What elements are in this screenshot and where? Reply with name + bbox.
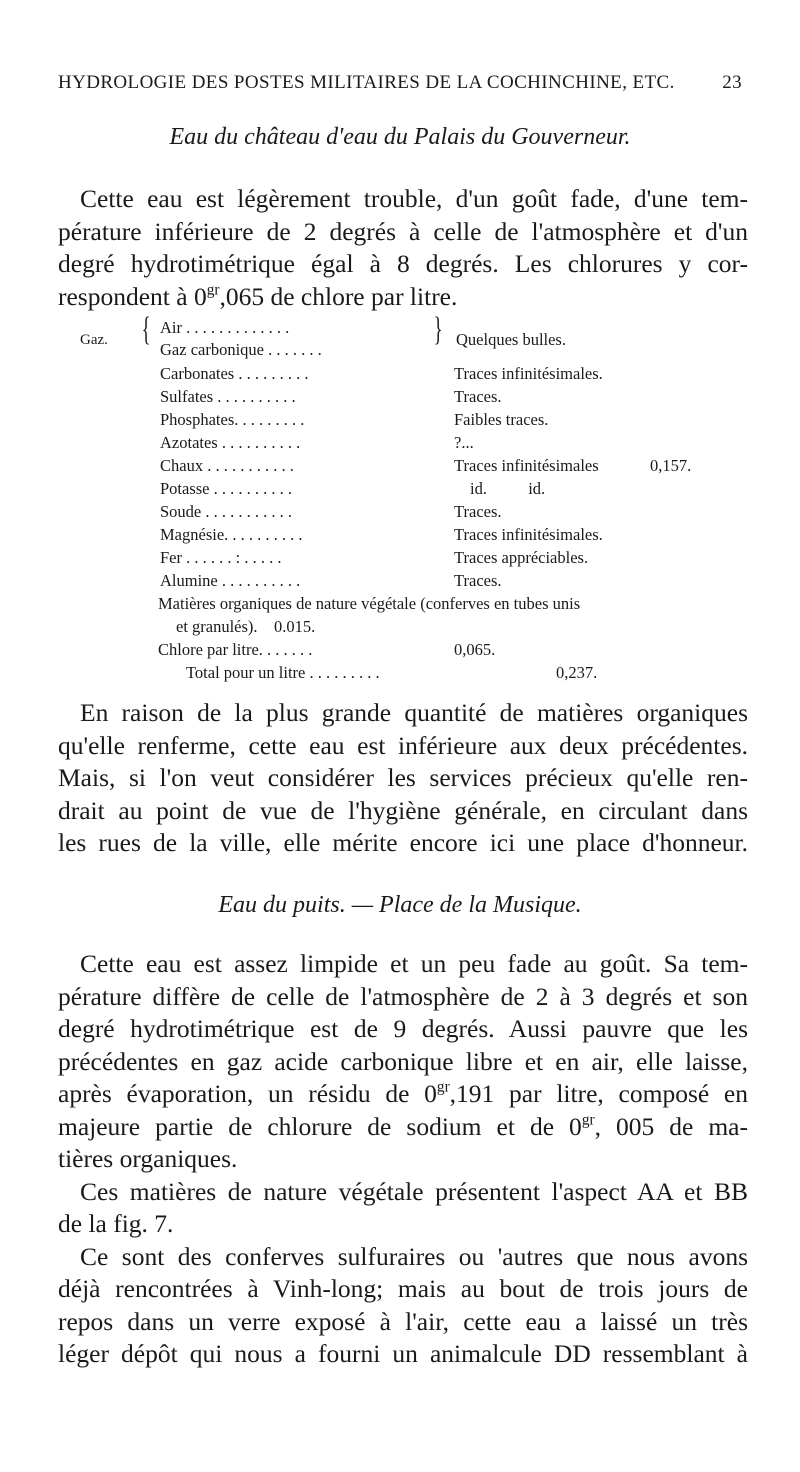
- organic-matter-value: et granulés). 0.015.: [176, 617, 316, 636]
- organic-matter-line: Matières organiques de nature végétale (conferves en tubes unis: [158, 594, 581, 613]
- row-label: Magnésie. . . . . . . . . .: [160, 525, 303, 544]
- table-row: [58, 364, 748, 388]
- left-brace: {: [141, 311, 151, 348]
- text-line: drait au point de vue de l'hygiène générale, en circulant dans: [58, 795, 748, 825]
- text-line: Cette eau est légèrement trouble, d'un goût fade, d'une tem-: [80, 184, 748, 213]
- page-header: [58, 72, 742, 102]
- table-row: [58, 456, 748, 480]
- puits-paragraph: [58, 948, 748, 1371]
- row-label: Carbonates . . . . . . . . .: [160, 364, 309, 383]
- text-line: [58, 281, 748, 314]
- row-value: Faibles traces.: [454, 410, 549, 429]
- table-row: [58, 479, 748, 503]
- text-fragment: ,191 par litre, composé en: [449, 1079, 748, 1108]
- row-label: Air . . . . . . . . . . . . .: [160, 318, 290, 337]
- text-fragment: respondent à 0: [58, 281, 207, 311]
- text-line: degré hydrotimétrique est de 9 degrés. Aussi pauvre que les: [58, 1014, 748, 1043]
- row-value: Traces.: [454, 571, 502, 590]
- total-label: Total pour un litre . . . . . . . . .: [186, 663, 380, 682]
- text-line: déjà rencontrées à Vinh-long; mais au bout de trois jours de: [58, 1274, 748, 1303]
- row-value: Traces infinitésimales.: [454, 364, 603, 383]
- conclusion-paragraph: [58, 697, 748, 860]
- table-row: [58, 548, 748, 572]
- row-value: Traces appréciables.: [454, 548, 589, 567]
- text-line: [58, 1111, 748, 1144]
- text-line: pérature diffère de celle de l'atmosphère de 2 à 3 degrés et son: [58, 981, 748, 1011]
- table-row: [58, 387, 748, 411]
- row-label: Fer . . . . . . : . . . . .: [160, 548, 282, 567]
- row-value: Traces.: [454, 502, 502, 521]
- row-value: Traces infinitésimales: [454, 456, 599, 475]
- text-fragment: ,065 de chlore par litre.: [219, 281, 458, 311]
- text-line: En raison de la plus grande quantité de matières organiques: [80, 698, 748, 727]
- table-row: [58, 525, 748, 549]
- table-row: [58, 433, 748, 457]
- text-line: léger dépôt qui nous a fourni un animalcule DD ressemblant à: [58, 1339, 748, 1368]
- row-value: ?...: [454, 433, 474, 452]
- table-row: [58, 318, 748, 342]
- intro-paragraph: [58, 183, 748, 313]
- gaz-label: Gaz.: [80, 332, 108, 348]
- text-line: précédentes en gaz acide carbonique libre et en air, elle laisse,: [58, 1046, 748, 1076]
- section-title-puits: Eau du puits. — Place de la Musique.: [218, 892, 582, 918]
- row-label: Soude . . . . . . . . . . .: [160, 502, 292, 521]
- running-title: HYDROLOGIE DES POSTES MILITAIRES DE LA COCHINCHINE, ETC.: [58, 72, 675, 93]
- text-line: de la fig. 7.: [58, 1209, 174, 1238]
- chlore-label: Chlore par litre. . . . . . .: [158, 640, 313, 659]
- text-line: tières organiques.: [58, 1144, 238, 1173]
- row-label: Sulfates . . . . . . . . . .: [160, 387, 296, 406]
- text-line: repos dans un verre exposé à l'air, cette eau a laissé un très: [58, 1306, 748, 1336]
- row-label: Phosphates. . . . . . . . .: [160, 410, 305, 429]
- text-line: qu'elle renferme, cette eau est inférieure aux deux précédentes.: [58, 730, 748, 760]
- row-label: Potasse . . . . . . . . . .: [160, 479, 292, 498]
- row-label: Azotates . . . . . . . . . .: [160, 433, 301, 452]
- text-line: Mais, si l'on veut considérer les services précieux qu'elle ren-: [58, 763, 748, 792]
- chlore-value: 0,065.: [454, 640, 496, 659]
- unit-superscript: gr: [436, 1078, 450, 1096]
- text-line: Ce sont des conferves sulfuraires ou 'autres que nous avons: [80, 1241, 748, 1271]
- row-value: id. id.: [470, 479, 546, 498]
- text-line: pérature inférieure de 2 degrés à celle de l'atmosphère et d'un: [58, 216, 748, 246]
- text-fragment: majeure partie de chlorure de sodium et de 0: [58, 1111, 582, 1141]
- row-label: Gaz carbonique . . . . . . .: [160, 340, 322, 359]
- table-row: [58, 571, 748, 595]
- text-line: les rues de la ville, elle mérite encore ici une place d'honneur.: [58, 828, 748, 857]
- row-label: Chaux . . . . . . . . . . .: [160, 456, 294, 475]
- row-value: Traces infinitésimales.: [454, 525, 603, 544]
- right-brace: }: [433, 311, 443, 348]
- text-line: Cette eau est assez limpide et un peu fade au goût. Sa tem-: [80, 949, 748, 978]
- row-value: Traces.: [454, 387, 502, 406]
- text-line: [58, 1078, 748, 1111]
- row-label: Alumine . . . . . . . . . .: [160, 571, 301, 590]
- table-row: [58, 340, 748, 364]
- gaz-value: Quelques bulles.: [456, 330, 566, 349]
- text-fragment: , 005 de ma-: [594, 1111, 748, 1141]
- text-line: Ces matières de nature végétale présentent l'aspect AA et BB: [80, 1176, 748, 1206]
- page-number: 23: [722, 72, 742, 93]
- text-fragment: après évaporation, un résidu de 0: [58, 1079, 437, 1108]
- unit-superscript: gr: [206, 280, 220, 298]
- text-line: degré hydrotimétrique égal à 8 degrés. Les chlorures y cor-: [58, 249, 748, 278]
- row-quantity: 0,157.: [650, 456, 692, 475]
- unit-superscript: gr: [581, 1110, 595, 1128]
- total-value: 0,237.: [556, 663, 598, 682]
- table-row: [58, 502, 748, 526]
- section-title-palais: Eau du château d'eau du Palais du Gouverneur.: [169, 124, 631, 150]
- table-row: [58, 410, 748, 434]
